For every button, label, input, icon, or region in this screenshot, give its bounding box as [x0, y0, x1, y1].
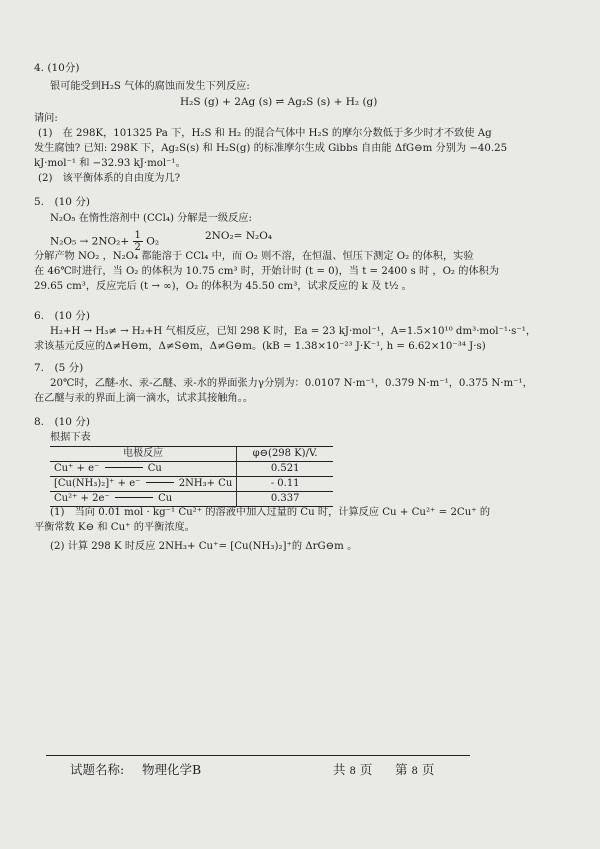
- footer-page-suffix: 页: [421, 762, 435, 777]
- q6-header: 6. (10 分): [34, 310, 90, 322]
- q8-table-caption: 根据下表: [50, 432, 91, 443]
- q4-part1-line1: (1) 在 298K，101325 Pa 下，H₂S 和 H₂ 的混合气体中 H₂S 的摩尔分数低于多少时才不致使 Ag: [38, 128, 492, 139]
- q7-line1: 20℃时，乙醚-水、汞-乙醚、汞-水的界面张力γ分别为：0.0107 N·m⁻¹，0.379 N·m⁻¹，0.375 N·m⁻¹，: [50, 378, 533, 389]
- q5-fraction-denominator: 2: [134, 242, 141, 253]
- q4-header: 4. (10分): [34, 62, 80, 74]
- q4-reaction: H₂S (g) + 2Ag (s) ⇌ Ag₂S (s) + H₂ (g): [180, 96, 378, 108]
- table-header-row: [50, 447, 333, 462]
- reaction-left: Cu²⁺ + 2e⁻: [54, 493, 110, 504]
- reaction-left: [Cu(NH₃)₂]⁺ + e⁻: [54, 478, 141, 489]
- arrow-icon: [146, 482, 174, 483]
- q4-ask: 请问:: [34, 113, 58, 124]
- footer-exam-name: 物理化学B: [142, 762, 202, 777]
- q8-part1-line2: 平衡常数 K⊖ 和 Cu⁺ 的平衡浓度。: [34, 522, 195, 533]
- q5-line3: 29.65 cm³，反应完后 (t → ∞)，O₂ 的体积为 45.50 cm³，试求反应的 k 及 t½ 。: [34, 281, 412, 292]
- table-cell-reaction: [50, 462, 237, 477]
- table-row: [50, 462, 333, 477]
- footer-page-number: [395, 762, 434, 780]
- electrode-potential-table: [50, 446, 333, 507]
- reaction-right: Cu: [158, 493, 173, 504]
- q7-header: 7. (5 分): [34, 362, 84, 374]
- arrow-icon: [105, 467, 143, 468]
- q8-header: 8. (10 分): [34, 416, 90, 428]
- footer-total-suffix: 页: [359, 762, 373, 777]
- arrow-icon: [115, 497, 153, 498]
- q4-part1-line2: 发生腐蚀? 已知: 298K 下，Ag₂S(s) 和 H₂S(g) 的标准摩尔生成 Gibbs 自由能 ΔfG⊖m 分别为 −40.25: [34, 143, 508, 154]
- q4-part2: (2) 该平衡体系的自由度为几?: [38, 173, 181, 184]
- q8-part1-line1: (1) 当向 0.01 mol · kg⁻¹ Cu²⁺ 的溶液中加入过量的 Cu 时，计算反应 Cu + Cu²⁺ = 2Cu⁺ 的: [50, 507, 491, 518]
- q5-intro: N₂O₅ 在惰性溶剂中 (CCl₄) 分解是一级反应:: [50, 213, 252, 224]
- table-header-potential: φ⊖(298 K)/V.: [237, 447, 333, 462]
- reaction-left: Cu⁺ + e⁻: [54, 463, 100, 474]
- q8-part2: (2) 计算 298 K 时反应 2NH₃+ Cu⁺= [Cu(NH₃)₂]⁺的 ΔrG⊖m 。: [50, 541, 358, 552]
- footer-total-pages: [333, 762, 372, 780]
- footer-page-count: 8: [411, 766, 418, 777]
- table-row: [50, 477, 333, 492]
- table-cell-potential: 0.521: [237, 462, 333, 477]
- table-cell-potential: - 0.11: [237, 477, 333, 492]
- table-cell-potential: 0.337: [237, 492, 333, 507]
- footer-label: 试题名称:: [70, 762, 125, 777]
- q5-reaction-2: 2NO₂= N₂O₄: [205, 230, 273, 242]
- q5-line2: 在 46℃时进行，当 O₂ 的体积为 10.75 cm³ 时，开始计时 (t = 0)，当 t = 2400 s 时 ，O₂ 的体积为: [34, 266, 500, 277]
- q4-intro: 银可能受到H₂S 气体的腐蚀而发生下列反应:: [50, 81, 250, 92]
- table-cell-reaction: [50, 492, 237, 507]
- q4-part1-line3: kJ·mol⁻¹ 和 −32.93 kJ·mol⁻¹。: [34, 158, 186, 169]
- q5-reaction-1-left: N₂O₅ → 2NO₂+: [50, 235, 130, 248]
- footer-total-count: 8: [349, 766, 356, 777]
- q6-line1: H₂+H → H₃≠ → H₂+H 气相反应，已知 298 K 时，Ea = 23 kJ·mol⁻¹，A=1.5×10¹⁰ dm³·mol⁻¹·s⁻¹，: [50, 326, 537, 337]
- q7-line2: 在乙醚与汞的界面上滴一滴水，试求其接触角。。: [34, 393, 254, 404]
- footer-page-prefix: 第: [395, 762, 408, 777]
- q5-line1: 分解产物 NO₂ ，N₂O₄ 都能溶于 CCl₄ 中，而 O₂ 则不溶，在恒温、恒压下测定 O₂ 的体积，实验: [34, 251, 474, 262]
- q5-fraction-numerator: 1: [134, 230, 141, 241]
- reaction-right: 2NH₃+ Cu: [178, 478, 233, 489]
- table-header-reaction: 电极反应: [50, 447, 237, 462]
- table-cell-reaction: [50, 477, 237, 492]
- q6-line2: 求该基元反应的Δ≠H⊖m，Δ≠S⊖m，Δ≠G⊖m。(kB = 1.38×10⁻²³ J·K⁻¹, h = 6.62×10⁻³⁴ J·s): [34, 341, 486, 352]
- footer-total-prefix: 共: [333, 762, 346, 777]
- q5-header: 5. (10 分): [34, 196, 90, 208]
- table-row: [50, 492, 333, 507]
- q5-reaction-1-right: O₂: [146, 235, 160, 248]
- reaction-right: Cu: [147, 463, 162, 474]
- footer-divider: [46, 755, 470, 756]
